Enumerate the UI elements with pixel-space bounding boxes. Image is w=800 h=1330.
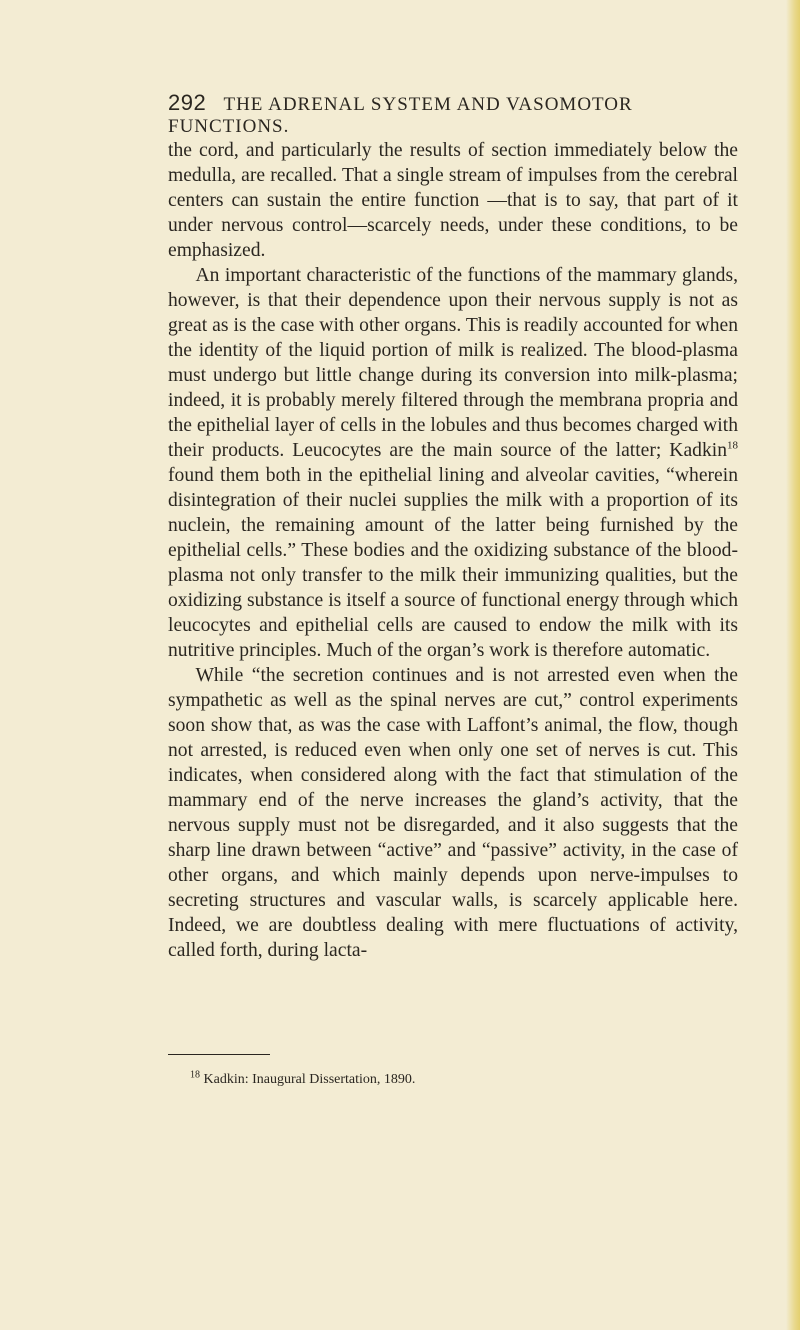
page-edge xyxy=(786,0,800,1330)
running-title: THE ADRENAL SYSTEM AND VASOMOTOR FUNCTIONS. xyxy=(168,94,633,137)
paragraph-2 xyxy=(168,263,738,663)
body-text xyxy=(168,138,738,963)
footnote-rule xyxy=(168,1054,270,1055)
footnote-text: Kadkin: Inaugural Dissertation, 1890. xyxy=(200,1072,416,1087)
paragraph-2-text-a: An important characteristic of the functions of the mammary glands, however, is that their dependence upon their nervous supply is not as great as is the case with other organs. This is readily accounted for when the identity of the liquid portion of milk is realized. The blood-plasma must undergo but little change during its conversion into milk-plasma; indeed, it is probably merely filtered through the membrana propria and the epithelial layer of cells in the lobules and thus becomes charged with their products. Leucocytes are the main source of the latter; Kadkin xyxy=(168,265,738,461)
footnote xyxy=(190,1069,416,1088)
footnote-number: 18 xyxy=(190,1069,200,1081)
paragraph-3: While “the secretion continues and is not arrested even when the sympathetic as well as the spinal nerves are cut,” control experiments soon show that, as was the case with Laffont’s animal, the flow, though not arrested, is reduced even when only one set of nerves is cut. This indicates, when considered along with the fact that stimulation of the mammary end of the nerve increases the gland’s activity, that the nervous supply must not be disregarded, and it also suggests that the sharp line drawn between “active” and “passive” activity, in the case of other organs, and which mainly depends upon nerve-impulses to secreting structures and vascular walls, is scarcely applicable here. Indeed, we are doubtless dealing with mere fluctuations of activity, called forth, during lacta- xyxy=(168,665,738,961)
page-number: 292 xyxy=(168,90,207,115)
paragraph-1: the cord, and particularly the results of section immediately below the medulla, are recalled. That a single stream of impulses from the cerebral centers can sustain the entire function —that is to say, that part of it under nervous control—scarcely needs, under these conditions, to be emphasized. xyxy=(168,140,738,261)
paragraph-2-text-b: found them both in the epithelial lining and alveolar cavities, “wherein disintegration of their nuclei supplies the milk with a proportion of its nuclein, the remaining amount of the latter being furnished by the epithelial cells.” These bodies and the oxidizing substance of the blood-plasma not only transfer to the milk their immunizing qualities, but the oxidizing substance is itself a source of functional energy through which leucocytes and epithelial cells are caused to endow the milk with its nutritive principles. Much of the organ’s work is therefore automatic. xyxy=(168,465,738,661)
footnote-reference: 18 xyxy=(727,439,738,452)
running-header xyxy=(168,90,738,138)
